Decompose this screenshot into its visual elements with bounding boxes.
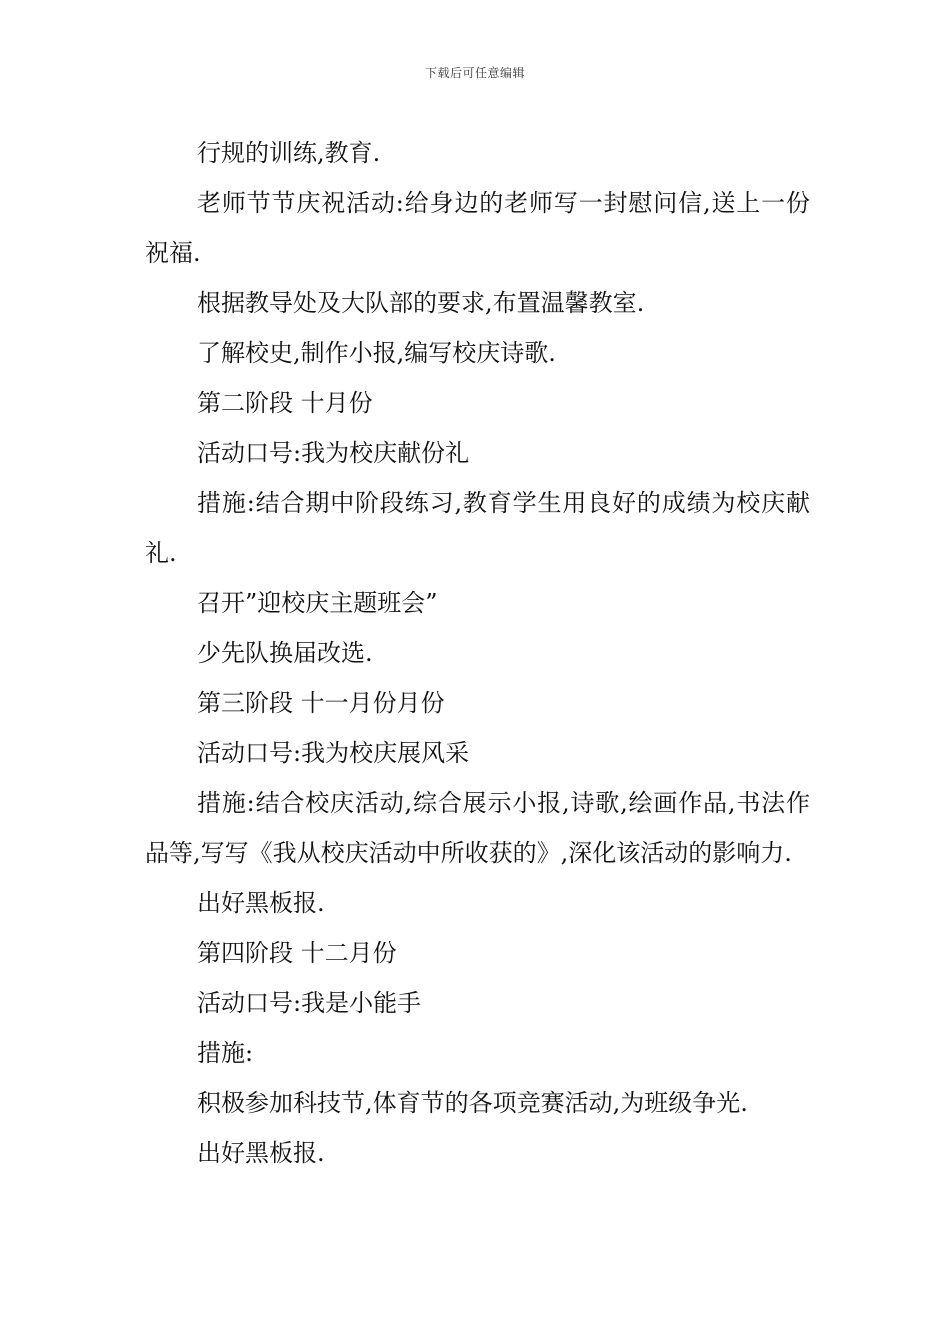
paragraph: 出好黑板报.	[197, 1139, 325, 1167]
paragraph: 出好黑板报.	[197, 889, 325, 917]
paragraph: 根据教导处及大队部的要求,布置温馨教室.	[197, 289, 645, 317]
paragraph: 少先队换届改选.	[197, 639, 373, 667]
stage-heading: 第四阶段 十二月份	[197, 939, 397, 967]
stage-heading: 第二阶段 十月份	[197, 389, 373, 417]
paragraph: 措施:结合校庆活动,综合展示小报,诗歌,绘画作品,书法作品等,写写《我从校庆活动中所收获的》,深化该活动的影响力.	[145, 789, 810, 867]
paragraph: 活动口号:我为校庆献份礼	[197, 439, 470, 467]
paragraph: 活动口号:我是小能手	[197, 989, 422, 1017]
paragraph: 措施:	[197, 1039, 254, 1067]
paragraph: 行规的训练,教育.	[197, 139, 381, 167]
stage-heading: 第三阶段 十一月份月份	[197, 689, 445, 717]
paragraph: 活动口号:我为校庆展风采	[197, 739, 470, 767]
paragraph: 召开”迎校庆主题班会”	[197, 589, 438, 617]
paragraph: 了解校史,制作小报,编写校庆诗歌.	[197, 339, 556, 367]
page-header: 下载后可任意编辑	[424, 66, 525, 80]
paragraph: 措施:结合期中阶段练习,教育学生用良好的成绩为校庆献礼.	[145, 489, 810, 567]
paragraph: 老师节节庆祝活动:给身边的老师写一封慰问信,送上一份祝福.	[145, 189, 810, 267]
paragraph: 积极参加科技节,体育节的各项竞赛活动,为班级争光.	[197, 1089, 748, 1117]
document-body	[145, 128, 810, 1178]
